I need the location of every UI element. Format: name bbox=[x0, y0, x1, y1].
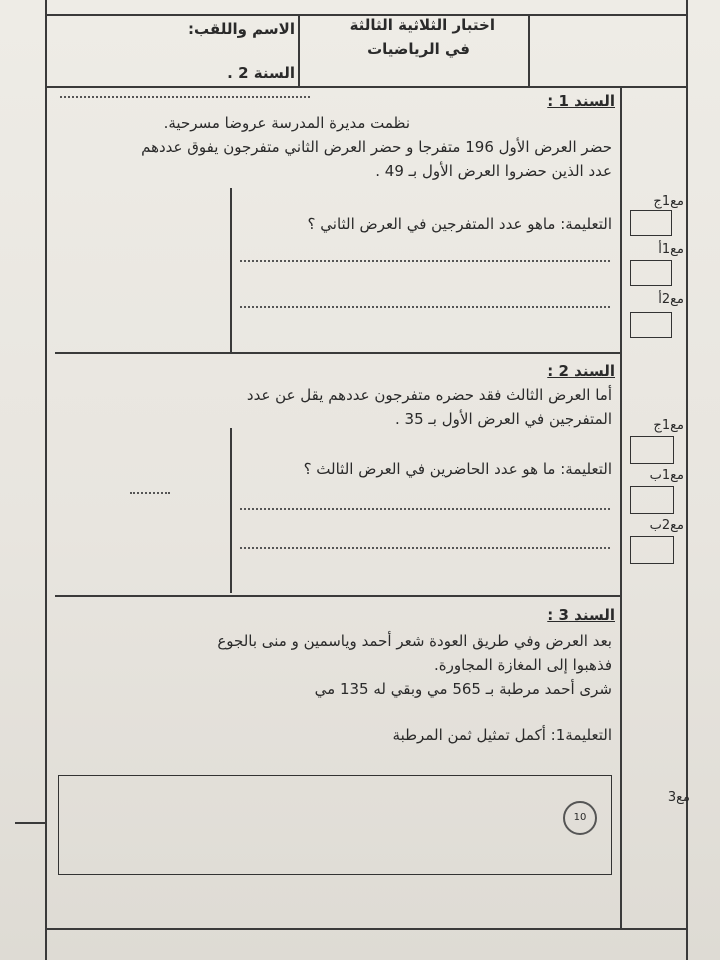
header-divider-2 bbox=[528, 14, 530, 86]
sanad3-line1: بعد العرض وفي طريق العودة شعر أحمد وياسمين و منى بالجوع bbox=[217, 632, 612, 650]
mark-column-line bbox=[620, 88, 622, 928]
score-stamp: 10 bbox=[563, 801, 597, 835]
sanad2-task: التعليمة: ما هو عدد الحاضرين في العرض الثالث ؟ bbox=[303, 460, 612, 478]
sanad2-mark1-label: مع1ج bbox=[653, 418, 684, 433]
sanad3-answer-box[interactable] bbox=[58, 775, 612, 875]
sanad1-title: السند 1 : bbox=[547, 92, 615, 110]
sanad2-mark3-label: مع2ب bbox=[649, 518, 684, 533]
sanad1-mark2-box[interactable] bbox=[630, 260, 672, 286]
right-margin-line bbox=[686, 0, 688, 960]
sanad2-mark2-label: مع1ب bbox=[649, 468, 684, 483]
sanad2-mark2-box[interactable] bbox=[630, 486, 674, 514]
sanad2-title: السند 2 : bbox=[547, 362, 615, 380]
sanad2-line1: أما العرض الثالث فقد حضره متفرجون عددهم يقل عن عدد bbox=[246, 386, 612, 404]
sanad3-task: التعليمة1: أكمل تمثيل ثمن المرطبة bbox=[392, 726, 612, 744]
sanad2-line2: المتفرجين في العرض الأول بـ 35 . bbox=[395, 410, 612, 428]
header-bottom-line bbox=[45, 86, 688, 88]
sanad1-mark1-box[interactable] bbox=[630, 210, 672, 236]
sanad1-answer-divider bbox=[230, 188, 232, 353]
sanad2-answer-line-2 bbox=[240, 547, 610, 549]
left-margin-tick bbox=[15, 822, 47, 824]
sanad2-side-dash bbox=[130, 492, 170, 494]
header-dashed-line bbox=[60, 96, 310, 98]
sanad1-line3: عدد الذين حضروا العرض الأول بـ 49 . bbox=[375, 162, 612, 180]
left-margin-line bbox=[45, 0, 47, 960]
exam-title-line1: اختبار الثلاثية الثالثة bbox=[349, 16, 495, 34]
sanad1-line1: نظمت مديرة المدرسة عروضا مسرحية. bbox=[163, 114, 410, 132]
sanad2-mark3-box[interactable] bbox=[630, 536, 674, 564]
sanad1-answer-line-1 bbox=[240, 260, 610, 262]
sanad2-answer-divider bbox=[230, 428, 232, 593]
sanad3-line2: فذهبوا إلى المغازة المجاورة. bbox=[433, 656, 612, 674]
sanad3-line3: شرى أحمد مرطبة بـ 565 مي وبقي له 135 مي bbox=[314, 680, 612, 698]
year-label: السنة 2 . bbox=[227, 64, 295, 82]
exam-title-line2: في الرياضيات bbox=[367, 40, 470, 58]
sanad1-line2: حضر العرض الأول 196 متفرجا و حضر العرض الثاني متفرجون يفوق عددهم bbox=[141, 138, 612, 156]
sanad2-separator bbox=[55, 595, 621, 597]
sanad2-mark1-box[interactable] bbox=[630, 436, 674, 464]
sanad1-mark2-label: مع1أ bbox=[658, 242, 684, 257]
sanad1-mark3-box[interactable] bbox=[630, 312, 672, 338]
name-label: الاسم واللقب: bbox=[188, 20, 295, 38]
sanad2-answer-line-1 bbox=[240, 508, 610, 510]
sanad1-task: التعليمة: ماهو عدد المتفرجين في العرض الثاني ؟ bbox=[307, 215, 612, 233]
header-divider-1 bbox=[298, 14, 300, 86]
bottom-line bbox=[45, 928, 688, 930]
sanad3-title: السند 3 : bbox=[547, 606, 615, 624]
sanad1-mark1-label: مع1ج bbox=[653, 194, 684, 209]
sanad1-mark3-label: مع2أ bbox=[658, 292, 684, 307]
sanad3-mark-label: مع3 bbox=[667, 790, 690, 805]
sanad1-separator bbox=[55, 352, 621, 354]
sanad1-answer-line-2 bbox=[240, 306, 610, 308]
